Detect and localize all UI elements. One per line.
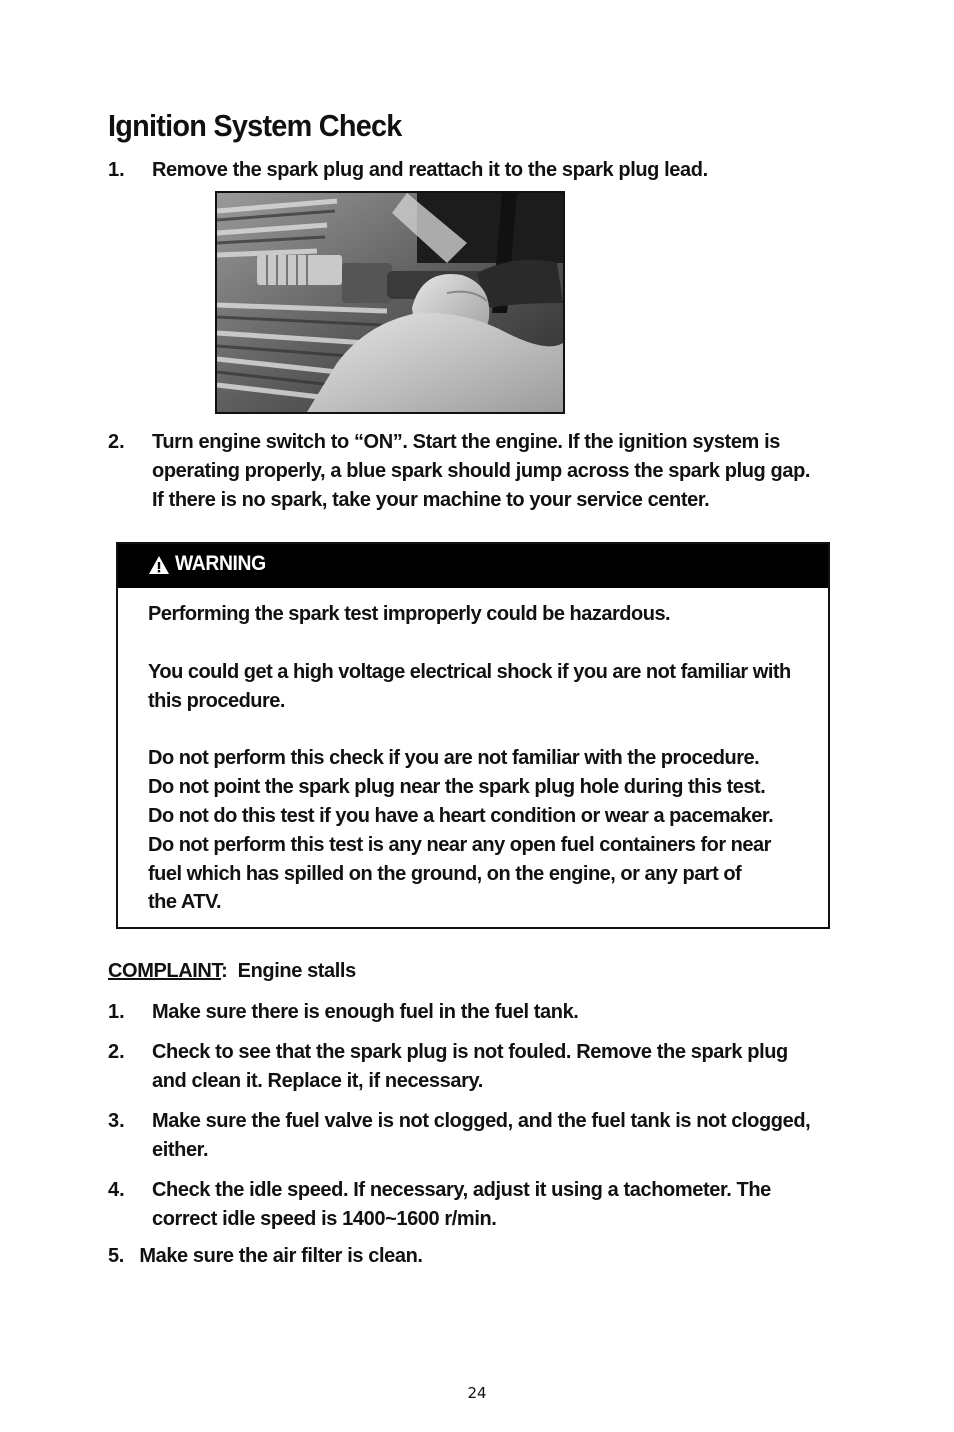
step-number: 2.: [108, 1041, 125, 1063]
warning-label: WARNING: [175, 552, 266, 575]
complaint-heading: [108, 960, 356, 983]
spark-plug-photo: [215, 191, 565, 414]
step-number: 4.: [108, 1179, 125, 1201]
complaint-label: COMPLAINT: [108, 960, 222, 982]
step-text: Turn engine switch to “ON”. Start the engine. If the ignition system is operating properly, a blue spark should jump across the spark plug gap. If there is no spark, take your machine to your service center.: [152, 431, 811, 511]
warning-triangle-icon: [148, 555, 170, 575]
page-title: Ignition System Check: [108, 108, 402, 143]
complaint-text: Engine stalls: [237, 960, 356, 982]
step-text: Make sure there is enough fuel in the fuel tank.: [152, 1001, 579, 1023]
step-text: Remove the spark plug and reattach it to the spark plug lead.: [152, 159, 708, 181]
step-text: Check to see that the spark plug is not fouled. Remove the spark plug and clean it. Replace it, if necessary.: [152, 1041, 788, 1092]
step-number: 1.: [108, 159, 125, 181]
warning-box: [116, 542, 830, 929]
step-text: Make sure the fuel valve is not clogged, and the fuel tank is not clogged, either.: [152, 1110, 811, 1161]
step-number: 2.: [108, 431, 125, 453]
page-number: 24: [467, 1384, 487, 1402]
complaint-separator: :: [221, 960, 238, 982]
warning-paragraph: You could get a high voltage electrical shock if you are not familiar with this procedure.: [148, 660, 791, 712]
step-text: Check the idle speed. If necessary, adjust it using a tachometer. The correct idle speed is 1400~1600 r/min.: [152, 1179, 771, 1230]
complaint-step-5: 5. Make sure the air filter is clean.: [108, 1245, 423, 1267]
warning-paragraph: Do not perform this check if you are not familiar with the procedure. Do not point the spark plug near the spark plug hole during this test. Do not do this test if you have a heart condition or wear a pacemaker. Do not perform this test is any near any open fuel containers for near fuel which has spilled on the ground, on the engine, or any part of the ATV.: [148, 747, 774, 914]
step-number: 1.: [108, 1001, 125, 1023]
step-number: 3.: [108, 1110, 125, 1132]
spark-plug-photo-illustration: [217, 193, 563, 412]
warning-text: [148, 600, 818, 917]
warning-header: [118, 544, 828, 588]
warning-paragraph: Performing the spark test improperly could be hazardous.: [148, 603, 671, 625]
